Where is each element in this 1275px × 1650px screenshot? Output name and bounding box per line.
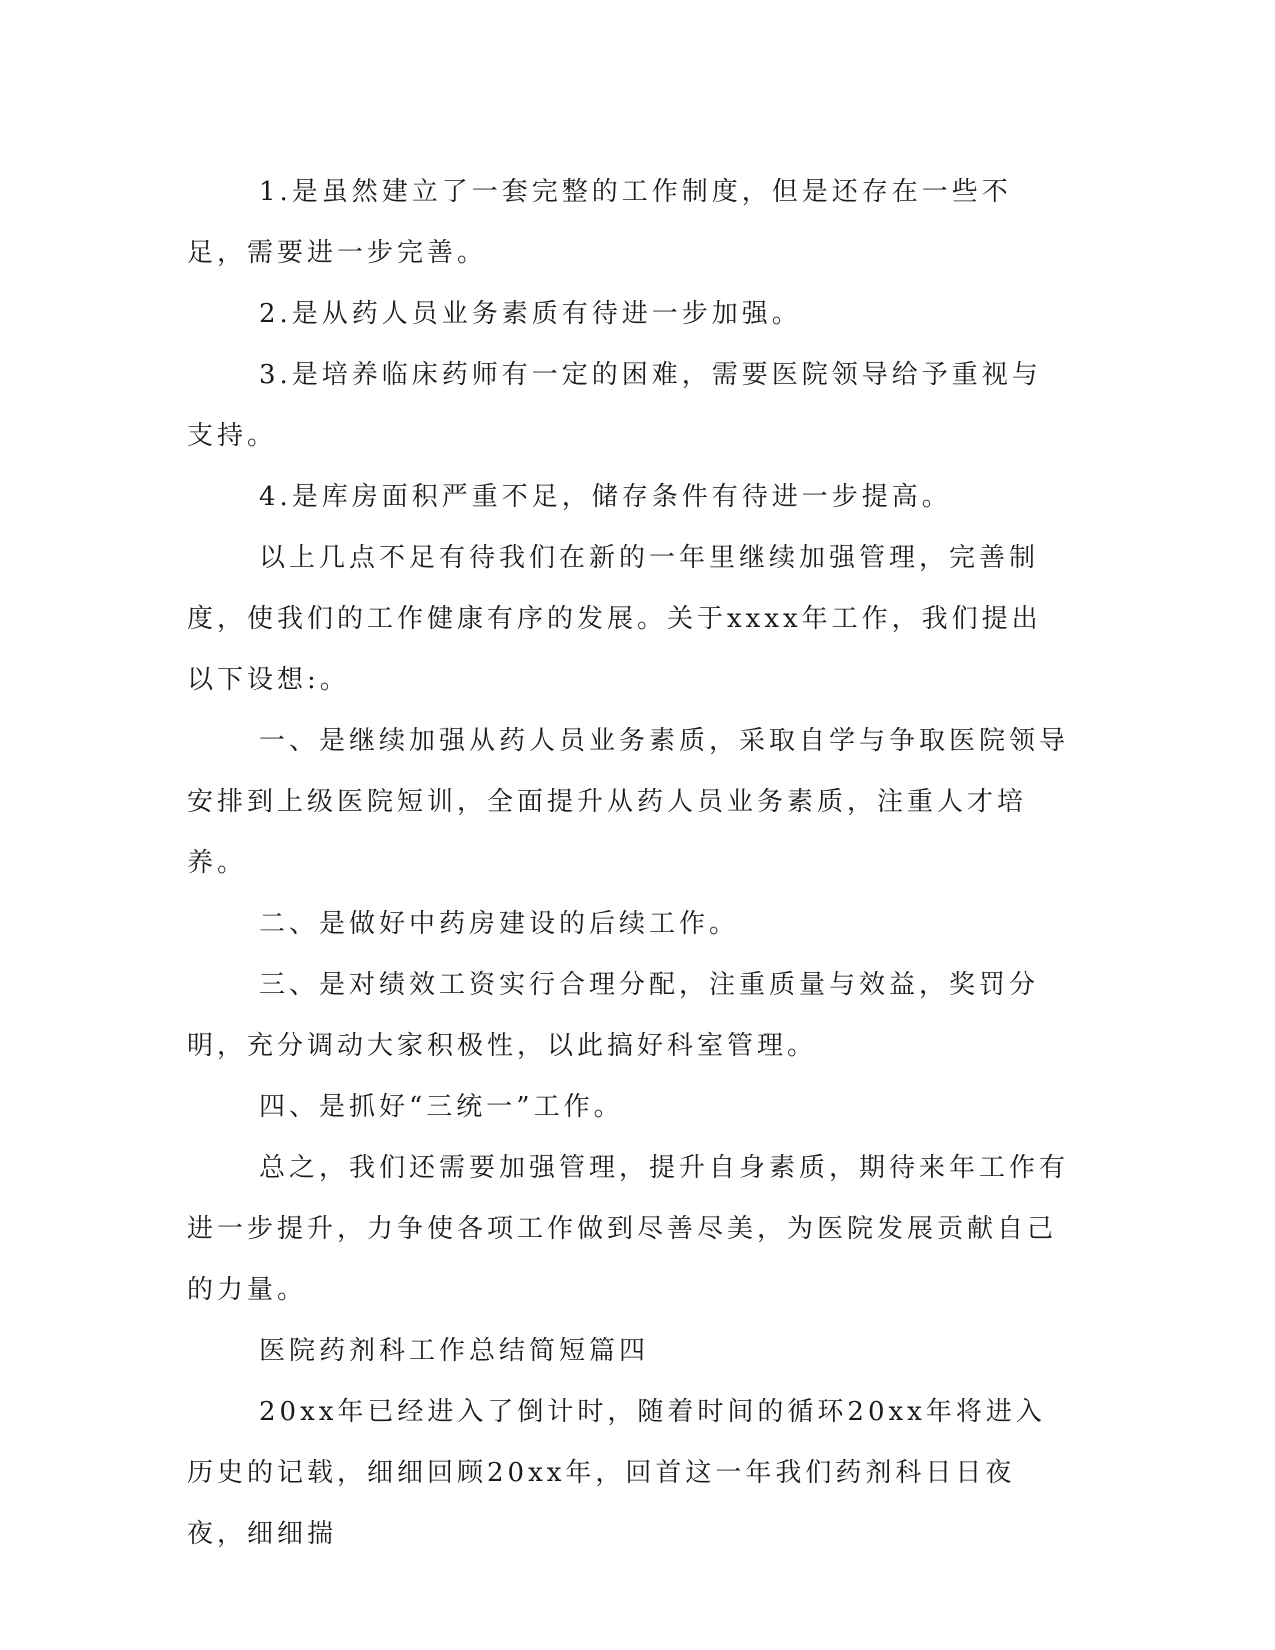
paragraph-conclusion: 总之，我们还需要加强管理，提升自身素质，期待来年工作有进一步提升，力争使各项工作做到尽善尽美，为医院发展贡献自己的力量。 xyxy=(187,1153,1070,1305)
paragraph-issue-2: 2.是从药人员业务素质有待进一步加强。 xyxy=(259,299,802,329)
paragraph-intro: 20xx年已经进入了倒计时，随着时间的循环20xx年将进入历史的记载，细细回顾20xx年，回首这一年我们药剂科日日夜夜，细细揣 xyxy=(187,1397,1046,1549)
paragraph-plan-2: 二、是做好中药房建设的后续工作。 xyxy=(259,909,740,939)
paragraph-plan-1: 一、是继续加强从药人员业务素质，采取自学与争取医院领导安排到上级医院短训，全面提升从药人员业务素质，注重人才培养。 xyxy=(187,726,1070,878)
paragraph-issue-3: 3.是培养临床药师有一定的困难，需要医院领导给予重视与支持。 xyxy=(187,360,1042,451)
document-body xyxy=(187,162,1069,1565)
paragraph-summary: 以上几点不足有待我们在新的一年里继续加强管理，完善制度，使我们的工作健康有序的发展。关于xxxx年工作，我们提出以下设想:。 xyxy=(187,543,1042,695)
paragraph-plan-4: 四、是抓好“三统一”工作。 xyxy=(259,1092,624,1122)
section-heading: 医院药剂科工作总结简短篇四 xyxy=(259,1336,650,1366)
paragraph-plan-3: 三、是对绩效工资实行合理分配，注重质量与效益，奖罚分明，充分调动大家积极性，以此搞好科室管理。 xyxy=(187,970,1040,1061)
paragraph-issue-1: 1.是虽然建立了一套完整的工作制度，但是还存在一些不足，需要进一步完善。 xyxy=(187,177,1012,268)
paragraph-issue-4: 4.是库房面积严重不足，储存条件有待进一步提高。 xyxy=(259,482,952,512)
